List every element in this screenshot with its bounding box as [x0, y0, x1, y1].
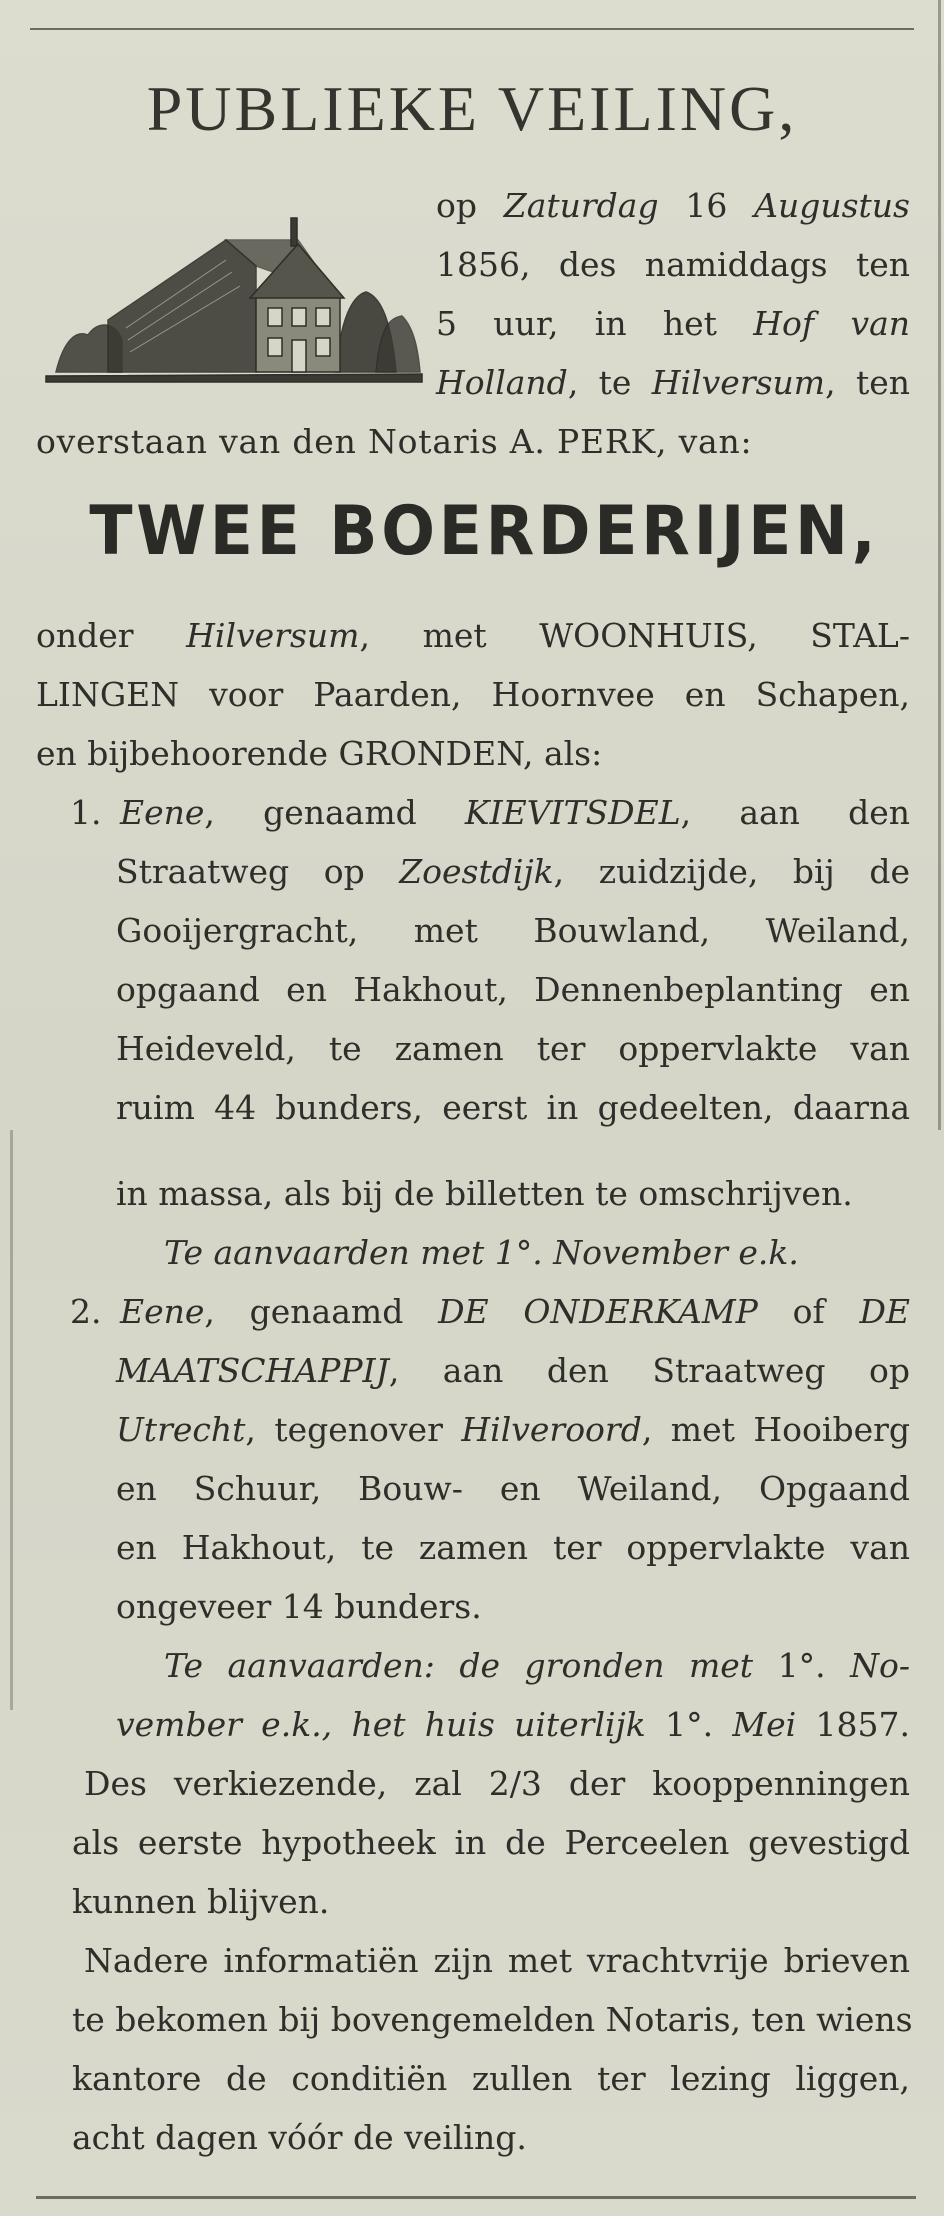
item-2-line: MAATSCHAPPIJ, aan den Straatweg op	[116, 1351, 910, 1390]
info-line: acht dagen vóór de veiling.	[72, 2118, 527, 2157]
intro-line: 1856, des namiddags ten	[436, 245, 910, 284]
intro-line: op Zaturdag 16 Augustus	[436, 186, 910, 225]
item-1-line: Heideveld, te zamen ter oppervlakte van	[116, 1029, 910, 1068]
info-line: kantore de conditiën zullen ter lezing liggen,	[72, 2059, 910, 2098]
item-1-line: ruim 44 bunders, eerst in gedeelten, daarna	[116, 1088, 910, 1127]
right-column-border	[938, 0, 941, 1130]
intro-line-notary: overstaan van den Notaris A. PERK, van:	[36, 422, 753, 461]
item-2-line: en Hakhout, te zamen ter oppervlakte van	[116, 1528, 910, 1567]
description-line: en bijbehoorende GRONDEN, als:	[36, 734, 603, 773]
top-rule	[30, 28, 914, 30]
page-title: PUBLIEKE VEILING,	[146, 73, 798, 144]
item-2-line: 2. Eene, genaamd DE ONDERKAMP of DE	[70, 1292, 910, 1331]
intro-line: Holland, te Hilversum, ten	[436, 363, 910, 402]
section-break-left-border	[10, 1130, 13, 1710]
item-2-line: vember e.k., het huis uiterlijk 1°. Mei 1857.	[116, 1705, 910, 1744]
item-1-cont-line: in massa, als bij de billetten te omschrijven.	[116, 1174, 853, 1213]
info-line: Nadere informatiën zijn met vrachtvrije brieven	[84, 1941, 910, 1980]
description-line: LINGEN voor Paarden, Hoornvee en Schapen,	[36, 675, 910, 714]
intro-line: 5 uur, in het Hof van	[436, 304, 911, 343]
item-1-line: Gooijergracht, met Bouwland, Weiland,	[116, 911, 910, 950]
terms-line: kunnen blijven.	[72, 1882, 330, 1921]
item-1-line: Straatweg op Zoestdijk, zuidzijde, bij de	[116, 852, 910, 891]
continuation-block	[36, 1164, 913, 2167]
terms-line: als eerste hypotheek in de Perceelen gevestigd	[72, 1823, 910, 1862]
description-block	[36, 606, 910, 1137]
info-line: te bekomen bij bovengemelden Notaris, ten wiens	[72, 2000, 913, 2039]
description-line: onder Hilversum, met WOONHUIS, STAL-	[36, 616, 910, 655]
terms-line: Des verkiezende, zal 2/3 der kooppenningen	[84, 1764, 910, 1803]
item-1-cont-line: Te aanvaarden met 1°. November e.k.	[164, 1233, 799, 1272]
item-2-line: Te aanvaarden: de gronden met 1°. No-	[164, 1646, 910, 1685]
item-2-line: en Schuur, Bouw- en Weiland, Opgaand	[116, 1469, 910, 1508]
item-1-line: 1. Eene, genaamd KIEVITSDEL, aan den	[70, 793, 910, 832]
item-2-line: ongeveer 14 bunders.	[116, 1587, 482, 1626]
item-2-line: Utrecht, tegenover Hilveroord, met Hooiberg	[116, 1410, 910, 1449]
intro-block	[436, 176, 910, 412]
farmhouse-illustration	[36, 200, 426, 386]
item-1-line: opgaand en Hakhout, Dennenbeplanting en	[116, 970, 910, 1009]
bottom-rule	[36, 2196, 916, 2199]
headline: TWEE BOERDERIJEN,	[89, 492, 880, 571]
